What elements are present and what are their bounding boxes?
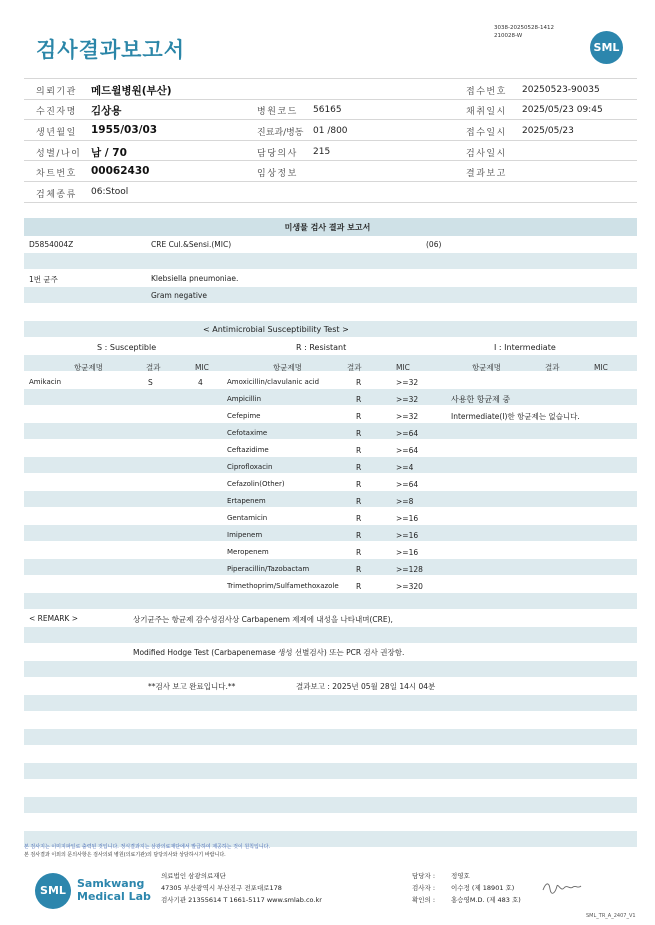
footer-address: 47305 부산광역시 부산진구 전포대로178 (161, 884, 282, 892)
drug-result: R (356, 378, 362, 387)
drug-mic: >=128 (396, 565, 423, 574)
remark-label: < REMARK > (29, 614, 79, 623)
drug-mic: >=16 (396, 548, 419, 557)
test-paren: (06) (426, 240, 442, 249)
signature-image (540, 878, 584, 896)
footer-note-1: 본 검사지는 이미지파일로 출력된 것입니다. 정식결과지는 삼광의료재단에서 발급하여 제공하는 것이 원칙입니다. (24, 844, 271, 850)
drug-mic: >=64 (396, 480, 419, 489)
col-mic-1: MIC (195, 363, 209, 372)
drug-name: Ciprofloxacin (227, 463, 273, 471)
chart-label: 차트번호 (36, 169, 77, 179)
drug-mic: >=320 (396, 582, 423, 591)
drug-result: R (356, 480, 362, 489)
drug-name: Ceftazidime (227, 446, 269, 454)
receipt-date-value: 2025/05/23 (522, 126, 574, 136)
intermediate-note-2: Intermediate(I)한 항균제는 없습니다. (451, 412, 580, 421)
page-title: 검사결과보고서 (36, 38, 186, 62)
drug-mic: >=16 (396, 531, 419, 540)
tester-value: 이수정 (제 18901 호) (451, 884, 515, 892)
dept-label: 진료과/병동 (257, 128, 304, 138)
col-drug-3: 항균제명 (472, 363, 501, 372)
drug-name: Amikacin (29, 378, 62, 386)
drug-mic: >=8 (396, 497, 414, 506)
footer-contact: 검사기관 21355614 T 1661-5117 www.smlab.co.kr (161, 896, 322, 904)
clinical-label: 임상정보 (257, 169, 298, 179)
confirm-value: 홍승영M.D. (제 483 호) (451, 896, 521, 904)
report-complete: **검사 보고 완료입니다.** (148, 682, 236, 691)
section-title: 미생물 검사 결과 보고서 (284, 223, 371, 232)
organism-name: Klebsiella pneumoniae. (151, 274, 239, 283)
drug-name: Cefepime (227, 412, 261, 420)
drug-result: R (356, 497, 362, 506)
drug-result: R (356, 514, 362, 523)
birth-value: 1955/03/03 (91, 124, 158, 136)
name-value: 김상용 (91, 105, 122, 117)
sml-logo: SML (590, 31, 623, 64)
hospital-code-label: 병원코드 (257, 107, 298, 117)
drug-name: Cefazolin(Other) (227, 480, 285, 488)
chart-value: 00062430 (91, 165, 150, 177)
institution-value: 메드윌병원(부산) (91, 85, 172, 97)
footer-note-2: 본 검사결과 이외의 문의사항은 검사의뢰 병원(의료기관)의 담당의사와 상담하시기 바랍니다. (24, 852, 226, 858)
birth-label: 생년월일 (36, 128, 77, 138)
specimen-label: 검체종류 (36, 190, 77, 200)
ast-title: < Antimicrobial Susceptibility Test > (203, 325, 349, 334)
drug-name: Cefotaxime (227, 429, 268, 437)
organism-label: 1번 균주 (29, 275, 58, 284)
footer-org: 의료법인 삼광의료재단 (161, 872, 226, 880)
col-mic-2: MIC (396, 363, 410, 372)
drug-mic: >=32 (396, 395, 419, 404)
doctor-label: 담당의사 (257, 149, 298, 159)
drug-name: Ampicillin (227, 395, 262, 403)
legend-intermediate: I : Intermediate (494, 343, 556, 352)
name-label: 수진자명 (36, 107, 77, 117)
document-code: 3038-20250528-1412 210028-W (494, 25, 554, 39)
drug-result: R (356, 395, 362, 404)
col-result-3: 결과 (545, 363, 560, 372)
sex-age-value: 남 / 70 (91, 147, 127, 159)
col-result-2: 결과 (347, 363, 362, 372)
legend-resistant: R : Resistant (296, 343, 347, 352)
drug-result: R (356, 429, 362, 438)
drug-result: R (356, 582, 362, 591)
remark-line-2: Modified Hodge Test (Carbapenemase 생성 선별검사) 또는 PCR 검사 권장함. (133, 648, 405, 657)
institution-label: 의뢰기관 (36, 87, 77, 97)
charge-label: 담당자 : (412, 872, 436, 880)
drug-mic: >=64 (396, 446, 419, 455)
confirm-label: 확인의 : (412, 896, 436, 904)
report-label: 결과보고 (466, 169, 507, 179)
form-code: SML_TR_A_2407_V1 (586, 913, 636, 919)
test-date-label: 검사일시 (466, 149, 507, 159)
specimen-value: 06:Stool (91, 187, 129, 197)
receipt-no-label: 접수번호 (466, 87, 507, 97)
gram-stain: Gram negative (151, 291, 207, 300)
drug-name: Imipenem (227, 531, 263, 539)
drug-result: S (148, 378, 153, 387)
footer-sml-logo: SML (35, 873, 71, 909)
dept-value: 01 /800 (313, 126, 348, 136)
drug-mic: >=32 (396, 378, 419, 387)
collect-label: 채취일시 (466, 107, 507, 117)
drug-result: R (356, 463, 362, 472)
drug-name: Meropenem (227, 548, 269, 556)
col-drug-2: 항균제명 (273, 363, 302, 372)
drug-mic: >=4 (396, 463, 414, 472)
drug-result: R (356, 548, 362, 557)
col-drug-1: 항균제명 (74, 363, 103, 372)
drug-name: Trimethoprim/Sulfamethoxazole (227, 582, 339, 590)
tester-label: 검사자 : (412, 884, 436, 892)
drug-mic: 4 (198, 378, 203, 387)
doctor-value: 215 (313, 147, 331, 157)
col-mic-3: MIC (594, 363, 608, 372)
drug-mic: >=16 (396, 514, 419, 523)
col-result-1: 결과 (146, 363, 161, 372)
drug-name: Ertapenem (227, 497, 266, 505)
charge-value: 정영호 (451, 872, 470, 880)
drug-result: R (356, 412, 362, 421)
receipt-date-label: 접수일시 (466, 128, 507, 138)
sex-age-label: 성별/나이 (36, 149, 82, 159)
remark-line-1: 상기균주는 항균제 감수성검사상 Carbapenem 제제에 내성을 나타내며(CRE), (133, 615, 393, 624)
collect-value: 2025/05/23 09:45 (522, 105, 603, 115)
legend-susceptible: S : Susceptible (97, 343, 157, 352)
test-code: D5854004Z (29, 240, 74, 249)
drug-result: R (356, 531, 362, 540)
drug-name: Piperacillin/Tazobactam (227, 565, 310, 573)
drug-mic: >=64 (396, 429, 419, 438)
brand-name: Samkwang Medical Lab (77, 877, 151, 903)
drug-name: Gentamicin (227, 514, 268, 522)
receipt-no-value: 20250523-90035 (522, 85, 600, 95)
report-time: 결과보고 : 2025년 05월 28일 14시 04분 (296, 682, 436, 691)
drug-result: R (356, 446, 362, 455)
hospital-code-value: 56165 (313, 105, 342, 115)
intermediate-note-1: 사용한 항균제 중 (451, 395, 511, 404)
test-name: CRE Cul.&Sensi.(MIC) (151, 240, 232, 249)
drug-mic: >=32 (396, 412, 419, 421)
drug-result: R (356, 565, 362, 574)
drug-name: Amoxicillin/clavulanic acid (227, 378, 320, 386)
